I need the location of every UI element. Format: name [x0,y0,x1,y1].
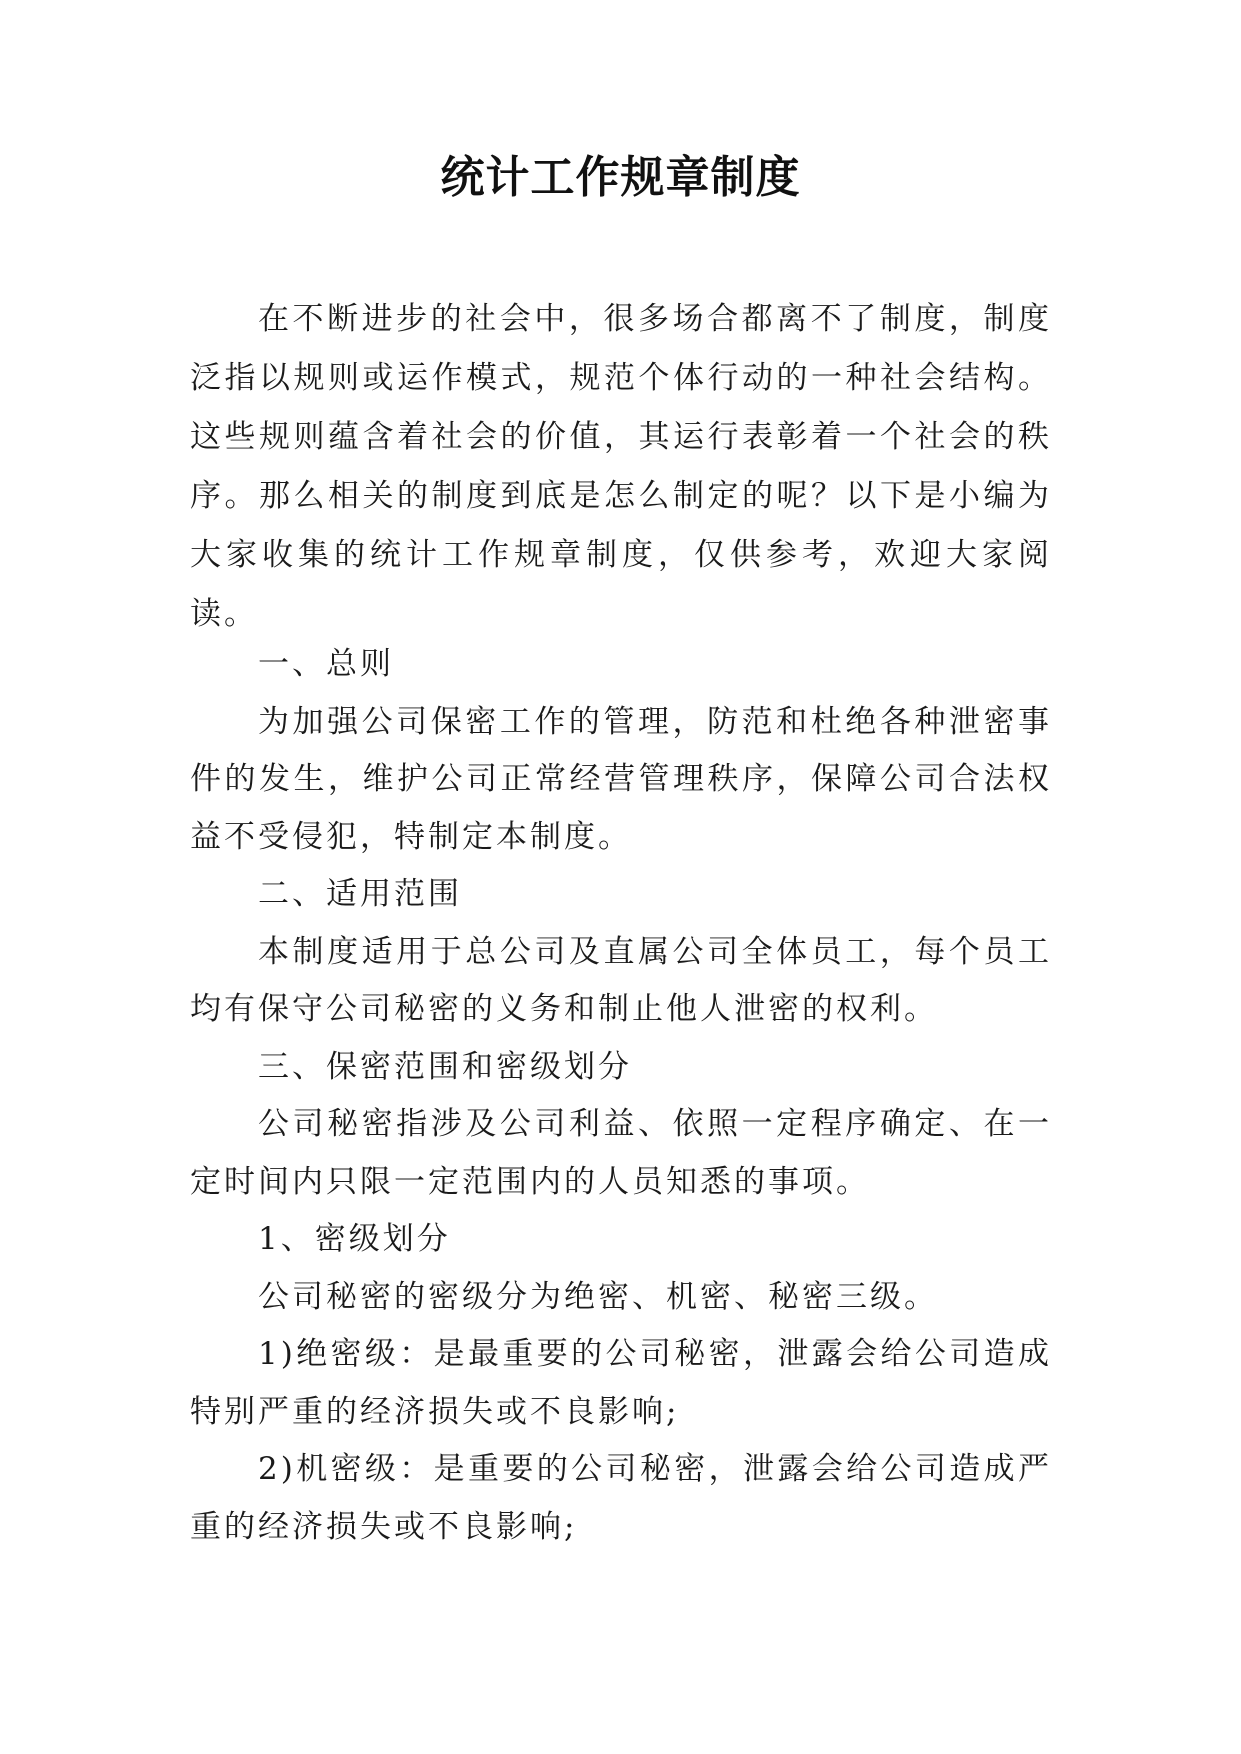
paragraph-secrecy: 公司秘密指涉及公司利益、依照一定程序确定、在一定时间内只限一定范围内的人员知悉的事项。 [190,1106,1052,1200]
section-heading-secrecy: 三、保密范围和密级划分 [258,1048,632,1085]
section-heading-general: 一、总则 [258,646,394,682]
intro-block [190,290,1052,644]
list-item-secret: 2)机密级：是重要的公司秘密，泄露会给公司造成严重的经济损失或不良影响; [190,1451,1052,1545]
section-heading-scope: 二、适用范围 [258,876,462,912]
subheading-classification: 1、密级划分 [258,1221,451,1257]
list-item-top-secret: 1)绝密级：是最重要的公司秘密，泄露会给公司造成特别严重的经济损失或不良影响; [190,1336,1052,1430]
paragraph-levels: 公司秘密的密级分为绝密、机密、秘密三级。 [258,1278,938,1315]
sections-block [190,636,1052,1556]
document-title: 统计工作规章制度 [440,152,801,203]
intro-paragraph: 在不断进步的社会中，很多场合都离不了制度，制度泛指以规则或运作模式，规范个体行动的一种社会结构。这些规则蕴含着社会的价值，其运行表彰着一个社会的秩序。那么相关的制度到底是怎么制定的呢？以下是小编为大家收集的统计工作规章制度，仅供参考，欢迎大家阅读。 [190,301,1052,632]
paragraph-general: 为加强公司保密工作的管理，防范和杜绝各种泄密事件的发生，维护公司正常经营管理秩序，保障公司合法权益不受侵犯，特制定本制度。 [190,703,1052,855]
paragraph-scope: 本制度适用于总公司及直属公司全体员工，每个员工均有保守公司秘密的义务和制止他人泄密的权利。 [190,933,1052,1027]
